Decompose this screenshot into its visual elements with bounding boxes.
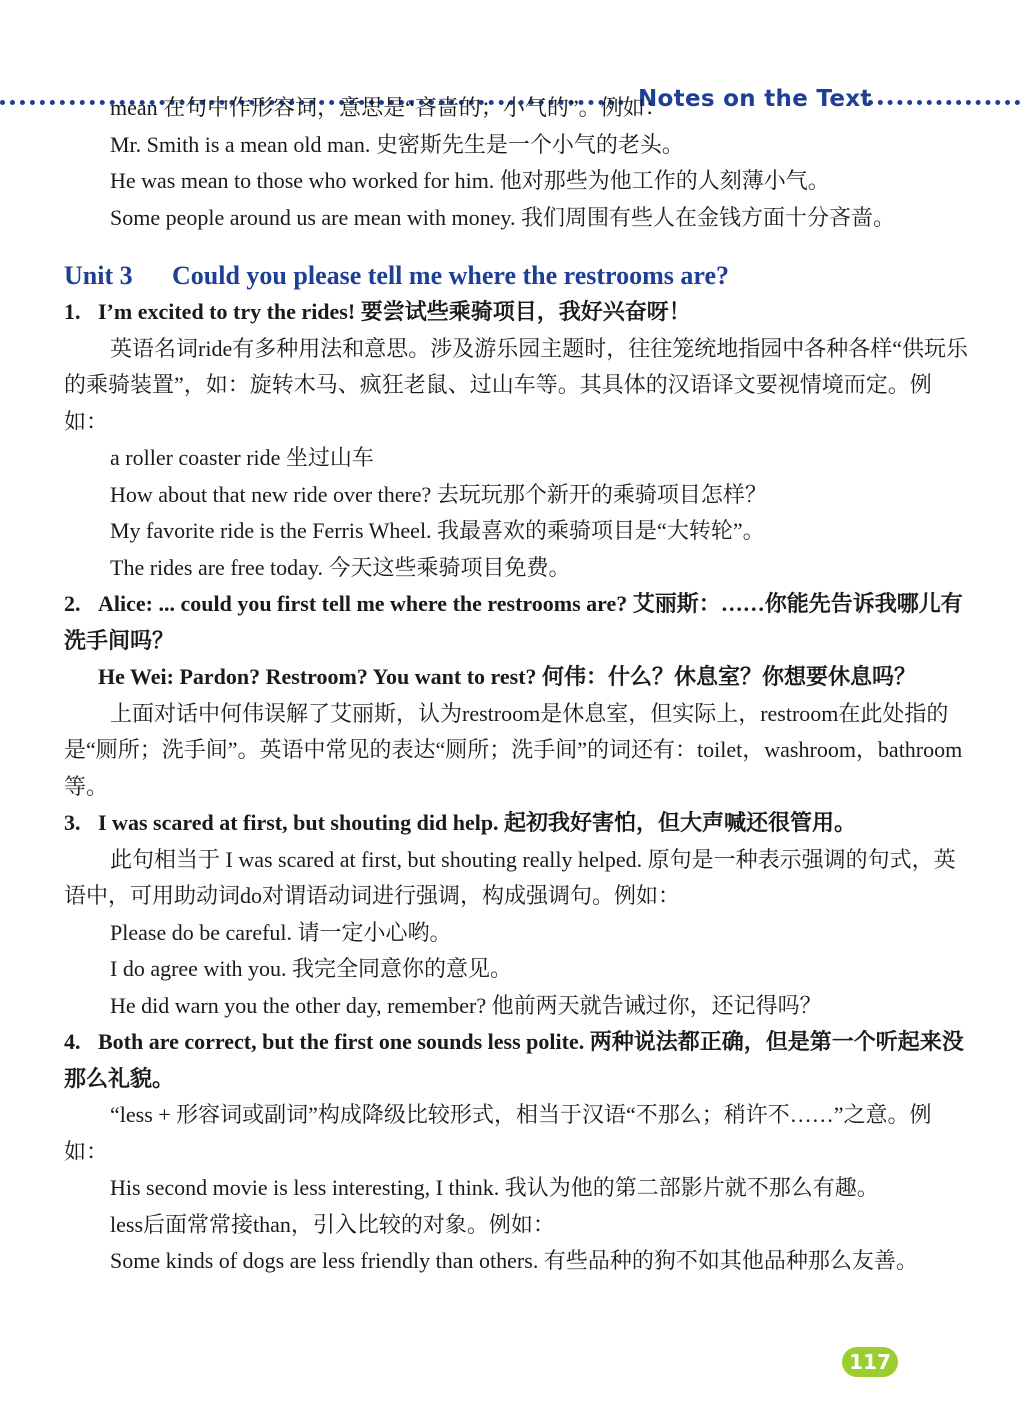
note-example: Some kinds of dogs are less friendly than others. 有些品种的狗不如其他品种那么友善。 — [110, 1248, 918, 1273]
page-number-badge: 117 — [842, 1347, 898, 1377]
note-example: His second movie is less interesting, I think. 我认为他的第二部影片就不那么有趣。 — [110, 1175, 879, 1200]
note-explanation: 英语名词ride有多种用法和意思。涉及游乐园主题时，往往笼统地指园中各种各样“供玩乐的乘骑装置”，如：旋转木马、疯狂老鼠、过山车等。其具体的汉语译文要视情境而定。例如： — [64, 335, 968, 434]
note-heading-text: Both are correct, but the first one sounds less polite. 两种说法都正确，但是第一个听起来没那么礼貌。 — [64, 1029, 964, 1091]
note-number: 1. — [64, 299, 81, 324]
note-number: 3. — [64, 810, 81, 835]
note-explanation: 上面对话中何伟误解了艾丽斯，认为restroom是休息室，但实际上，restroom在此处指的是“厕所；洗手间”。英语中常见的表达“厕所；洗手间”的词还有：toilet，washroom，bathroom等。 — [64, 700, 963, 799]
note-heading — [64, 294, 970, 331]
note-heading-text: I’m excited to try the rides! 要尝试些乘骑项目，我好兴奋呀！ — [98, 299, 691, 324]
note-example: How about that new ride over there? 去玩玩那个新开的乘骑项目怎样？ — [110, 481, 767, 507]
note-heading-text: I was scared at first, but shouting did help. 起初我好害怕，但大声喊还很管用。 — [98, 810, 857, 835]
note-example: less后面常常接than，引入比较的对象。例如： — [110, 1211, 555, 1237]
note-explanation: “less + 形容词或副词”构成降级比较形式，相当于汉语“不那么；稍许不……”之意。例如： — [64, 1102, 932, 1164]
page-content — [64, 90, 970, 1280]
note-heading-continued: He Wei: Pardon? Restroom? You want to rest? 何伟：什么？休息室？你想要休息吗？ — [98, 664, 917, 689]
note-heading — [64, 586, 970, 659]
unit-heading — [64, 258, 970, 294]
intro-line: mean 在句中作形容词，意思是“吝啬的；小气的”。例如： — [110, 95, 667, 120]
note-example: a roller coaster ride 坐过山车 — [110, 445, 374, 470]
intro-example: He was mean to those who worked for him. 他对那些为他工作的人刻薄小气。 — [110, 168, 830, 193]
intro-example: Some people around us are mean with money. 我们周围有些人在金钱方面十分吝啬。 — [110, 204, 895, 230]
intro-example: Mr. Smith is a mean old man. 史密斯先生是一个小气的老头。 — [110, 131, 684, 157]
note-example: He did warn you the other day, remember? 他前两天就告诫过你，还记得吗？ — [110, 992, 822, 1018]
note-heading — [64, 805, 970, 842]
header-title: Notes on the Text — [638, 86, 872, 112]
note-example: My favorite ride is the Ferris Wheel. 我最喜欢的乘骑项目是“大转轮”。 — [110, 518, 765, 543]
note-number: 4. — [64, 1029, 81, 1054]
note-heading-text: Alice: ... could you first tell me where the restrooms are? 艾丽斯：……你能先告诉我哪儿有洗手间吗？ — [64, 591, 963, 653]
note-heading — [64, 1024, 970, 1097]
note-number: 2. — [64, 591, 81, 616]
note-explanation: 此句相当于 I was scared at first, but shouting really helped. 原句是一种表示强调的句式，英语中，可用助动词do对谓语动词进行强调，构成强调句。例如： — [64, 846, 956, 908]
note-example: Please do be careful. 请一定小心哟。 — [110, 919, 452, 945]
note-example: I do agree with you. 我完全同意你的意见。 — [110, 956, 513, 981]
unit-number: Unit 3 — [64, 261, 133, 290]
unit-title: Could you please tell me where the restrooms are? — [172, 261, 729, 290]
note-example: The rides are free today. 今天这些乘骑项目免费。 — [110, 554, 571, 580]
